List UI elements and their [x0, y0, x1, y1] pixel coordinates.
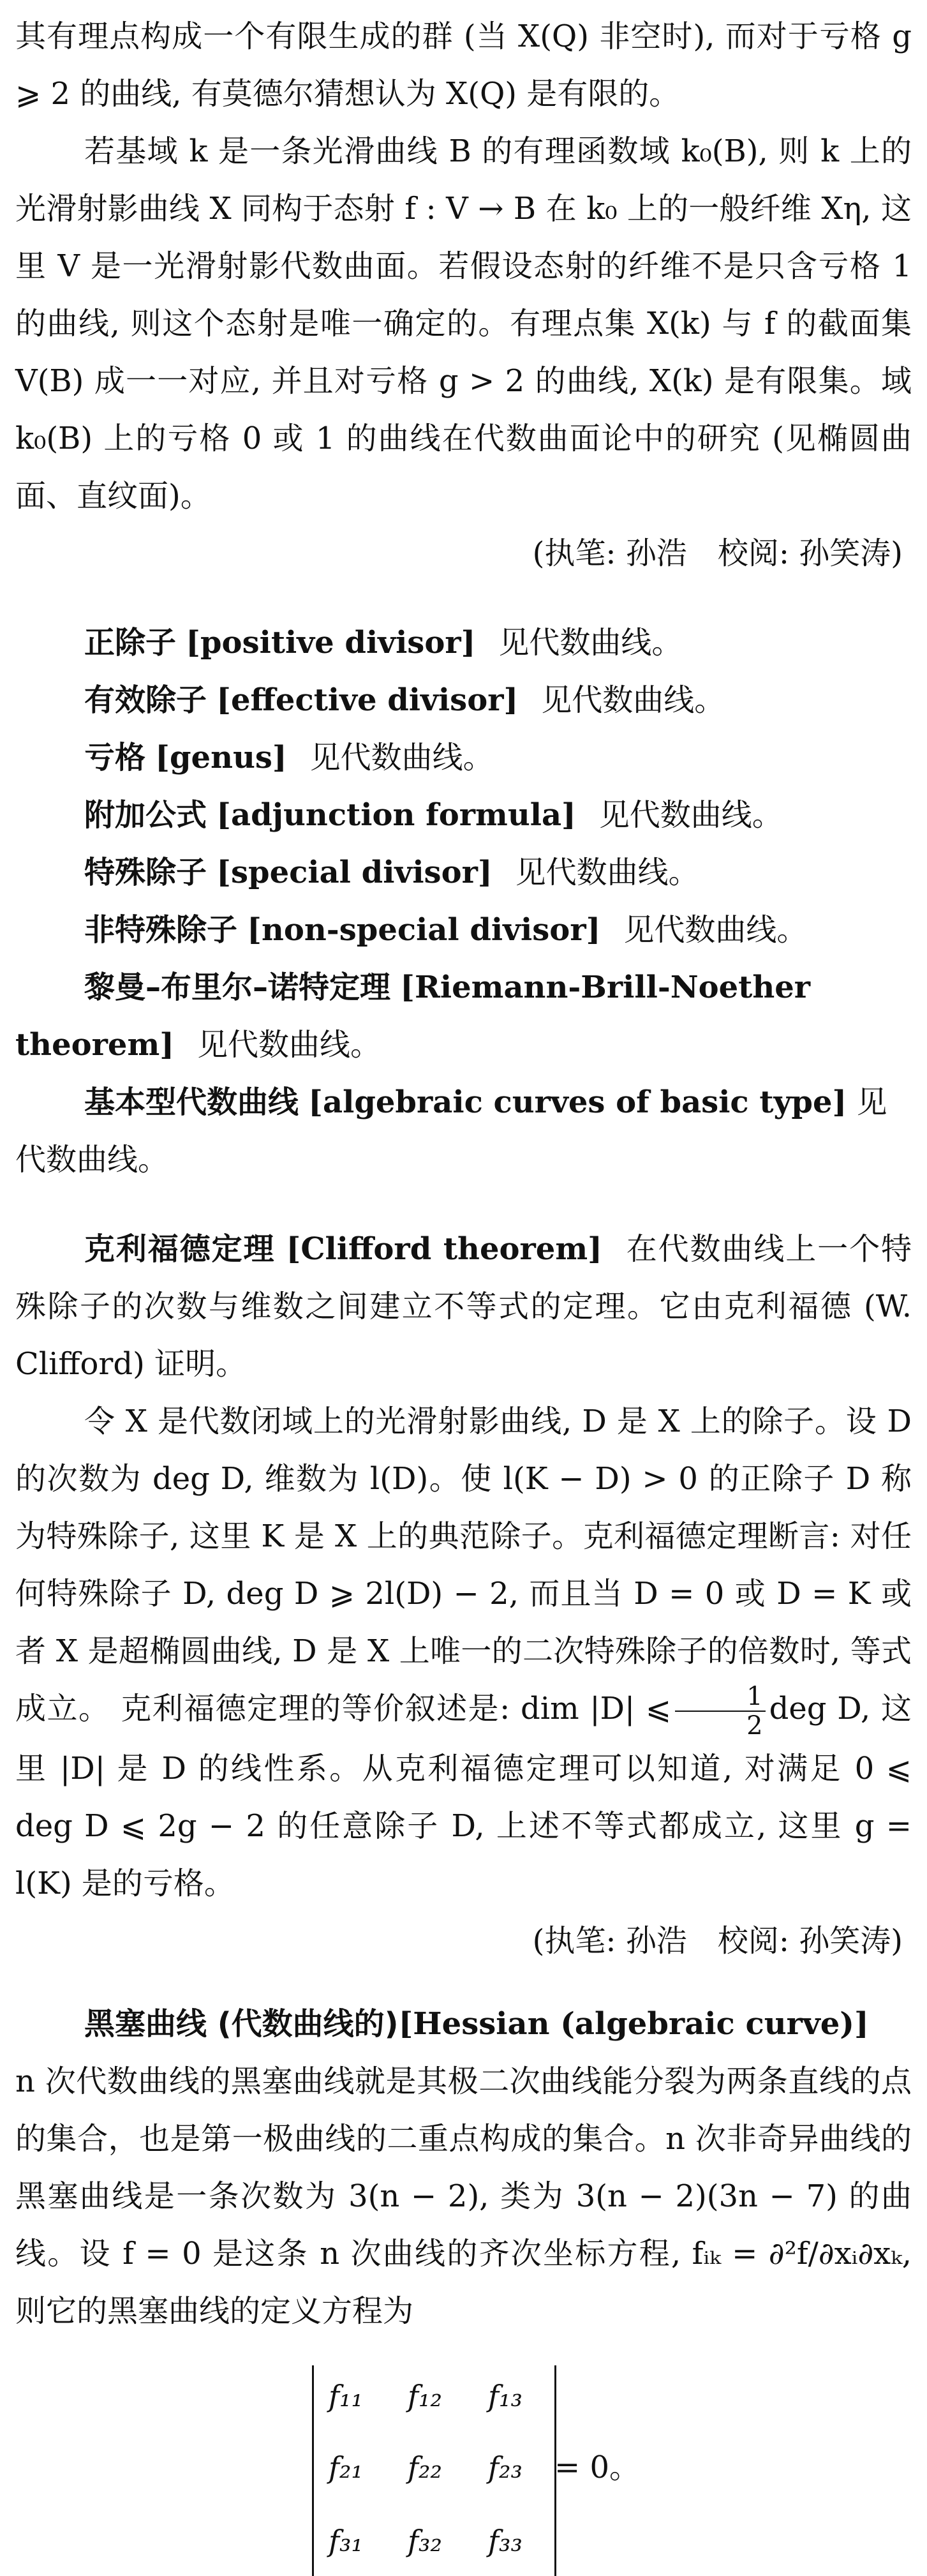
matrix-cell: f₂₂ [408, 2450, 442, 2485]
entry-term-cn: 非特殊除子 [84, 912, 238, 948]
determinant-left-bar [312, 2365, 314, 2576]
clifford-text-tail: deg D, 这里 |D| 是 D 的线性系。从克利福德定理可以知道, 对满足 0 ⩽ deg D ⩽ 2g − 2 的任意除子 D, 上述不等式都成立, 这里 g = l(K) 是的亏格。 [15, 1691, 912, 1901]
clifford-text: 令 X 是代数闭域上的光滑射影曲线, D 是 X 上的除子。设 D 的次数为 deg D, 维数为 l(D)。使 l(K − D) > 0 的正除子 D 称为特殊除子, 这里 K 是 X 上的典范除子。克利福德定理断言: 对任何特殊除子 D, deg D ⩾ 2l(D) − 2, 而且当 D = 0 或 D = K 或者 X 是超椭圆曲线, D 是 X 上唯一的二次特殊除子的倍数时, 等式成立。 克利福德定理的等价叙述是: dim |D| ⩽ [15, 1404, 912, 1726]
equation-rhs: = 0。 [554, 2449, 641, 2485]
entry-term-en: [adjunction formula] [216, 797, 576, 833]
entry-special-divisor [15, 844, 912, 901]
entry-ref: 见代数曲线。 [515, 855, 699, 890]
hessian-section [15, 1995, 912, 2576]
clifford-credit: (执笔: 孙浩 校阅: 孙笑涛) [532, 1922, 903, 1959]
matrix-cell: f₁₁ [329, 2378, 363, 2413]
intro-paragraph-1: 其有理点构成一个有限生成的群 (当 X(Q) 非空时), 而对于亏格 g ⩾ 2 的曲线, 有莫德尔猜想认为 X(Q) 是有限的。 [15, 19, 912, 112]
hessian-term-en: [Hessian (algebraic curve)] [398, 2005, 869, 2042]
entry-ref: 见代数曲线。 [541, 682, 725, 718]
entry-effective-divisor [15, 671, 912, 729]
entry-term-en: [effective divisor] [216, 682, 519, 718]
entry-riemann-brill-noether [15, 959, 912, 1074]
entry-term-cn: 有效除子 [84, 682, 207, 718]
clifford-term-cn: 克利福德定理 [84, 1231, 276, 1267]
entry-term-cn: 基本型代数曲线 [84, 1084, 299, 1120]
clifford-heading-paragraph [15, 1220, 912, 1393]
entry-ref: 见代数曲线。 [498, 625, 683, 661]
entry-basic-type-curves [15, 1074, 912, 1188]
clifford-lead: 在代数曲线上一个特殊除子的次数与维数之间建立不等式的定理。它由克利福德 (W. Clifford) 证明。 [15, 1231, 912, 1382]
entry-ref: 见代数曲线。 [309, 740, 494, 775]
clifford-paragraph-1 [15, 1393, 912, 1912]
entry-term-en: [non-special divisor] [247, 912, 601, 948]
matrix-cell: f₂₃ [488, 2450, 523, 2485]
entry-term-cn: 黎曼–布里尔–诺特定理 [84, 970, 391, 1005]
entry-term-cn: 亏格 [84, 740, 146, 775]
hessian-term-cn: 黑塞曲线 (代数曲线的) [84, 2005, 399, 2042]
entry-ref: 见代数曲线。 [197, 1027, 381, 1063]
entry-term-en: [special divisor] [216, 855, 493, 890]
matrix-cell: f₁₂ [408, 2378, 442, 2413]
matrix-cell: f₂₁ [329, 2450, 363, 2485]
entry-positive-divisor [15, 614, 912, 671]
clifford-section [15, 1220, 912, 1970]
matrix-cell: f₃₃ [488, 2523, 523, 2558]
entry-term-cn: 附加公式 [84, 797, 207, 833]
determinant [312, 2365, 558, 2576]
entry-ref: 见代数曲线。 [15, 1084, 887, 1178]
entry-term-en: [Riemann-Brill-Noether theorem] [15, 970, 811, 1063]
intro-paragraph-2: 若基域 k 是一条光滑曲线 B 的有理函数域 k₀(B), 则 k 上的光滑射影曲线 X 同构于态射 f : V → B 在 k₀ 上的一般纤维 Xη, 这里 V 是一光滑射影代数曲面。若假设态射的纤维不是只含亏格 1 的曲线, 则这个态射是唯一确定的。有理点集 X(k) 与 f 的截面集 V(B) 成一一对应, 并且对亏格 g > 2 的曲线, X(k) 是有限集。域 k₀(B) 上的亏格 0 或 1 的曲线在代数曲面论中的研究 (见椭圆曲面、直纹面)。 [15, 133, 912, 514]
matrix-cell: f₃₁ [329, 2523, 363, 2558]
entry-term-cn: 特殊除子 [84, 855, 207, 890]
matrix-cell: f₃₂ [408, 2523, 442, 2558]
matrix-cell: f₁₃ [488, 2378, 523, 2413]
fraction-denominator: 2 [746, 1711, 763, 1741]
entry-term-cn: 正除子 [84, 625, 177, 661]
entry-term-en: [genus] [155, 740, 287, 775]
cross-reference-entries [15, 614, 912, 1188]
fraction-one-half [675, 1682, 765, 1740]
entry-non-special-divisor [15, 901, 912, 959]
hessian-heading [15, 1995, 912, 2053]
entry-ref: 见代数曲线。 [598, 797, 783, 833]
entry-term-en: [positive divisor] [186, 625, 476, 661]
entry-term-en: [algebraic curves of basic type] [308, 1084, 847, 1120]
hessian-paragraph-1: n 次代数曲线的黑塞曲线就是其极二次曲线能分裂为两条直线的点的集合，也是第一极曲线的二重点构成的集合。n 次非奇异曲线的黑塞曲线是一条次数为 3(n − 2), 类为 3(n − 2)(3n − 7) 的曲线。设 f = 0 是这条 n 次曲线的齐次坐标方程, fᵢₖ = ∂²f/∂xᵢ∂xₖ, 则它的黑塞曲线的定义方程为 [15, 2063, 912, 2329]
intro-credit: (执笔: 孙浩 校阅: 孙笑涛) [532, 535, 903, 571]
clifford-term-en: [Clifford theorem] [286, 1231, 602, 1267]
hessian-determinant-formula [15, 2365, 912, 2576]
fraction-numerator: 1 [675, 1682, 765, 1712]
entry-genus [15, 729, 912, 786]
entry-ref: 见代数曲线。 [623, 912, 808, 948]
entry-adjunction-formula [15, 786, 912, 844]
